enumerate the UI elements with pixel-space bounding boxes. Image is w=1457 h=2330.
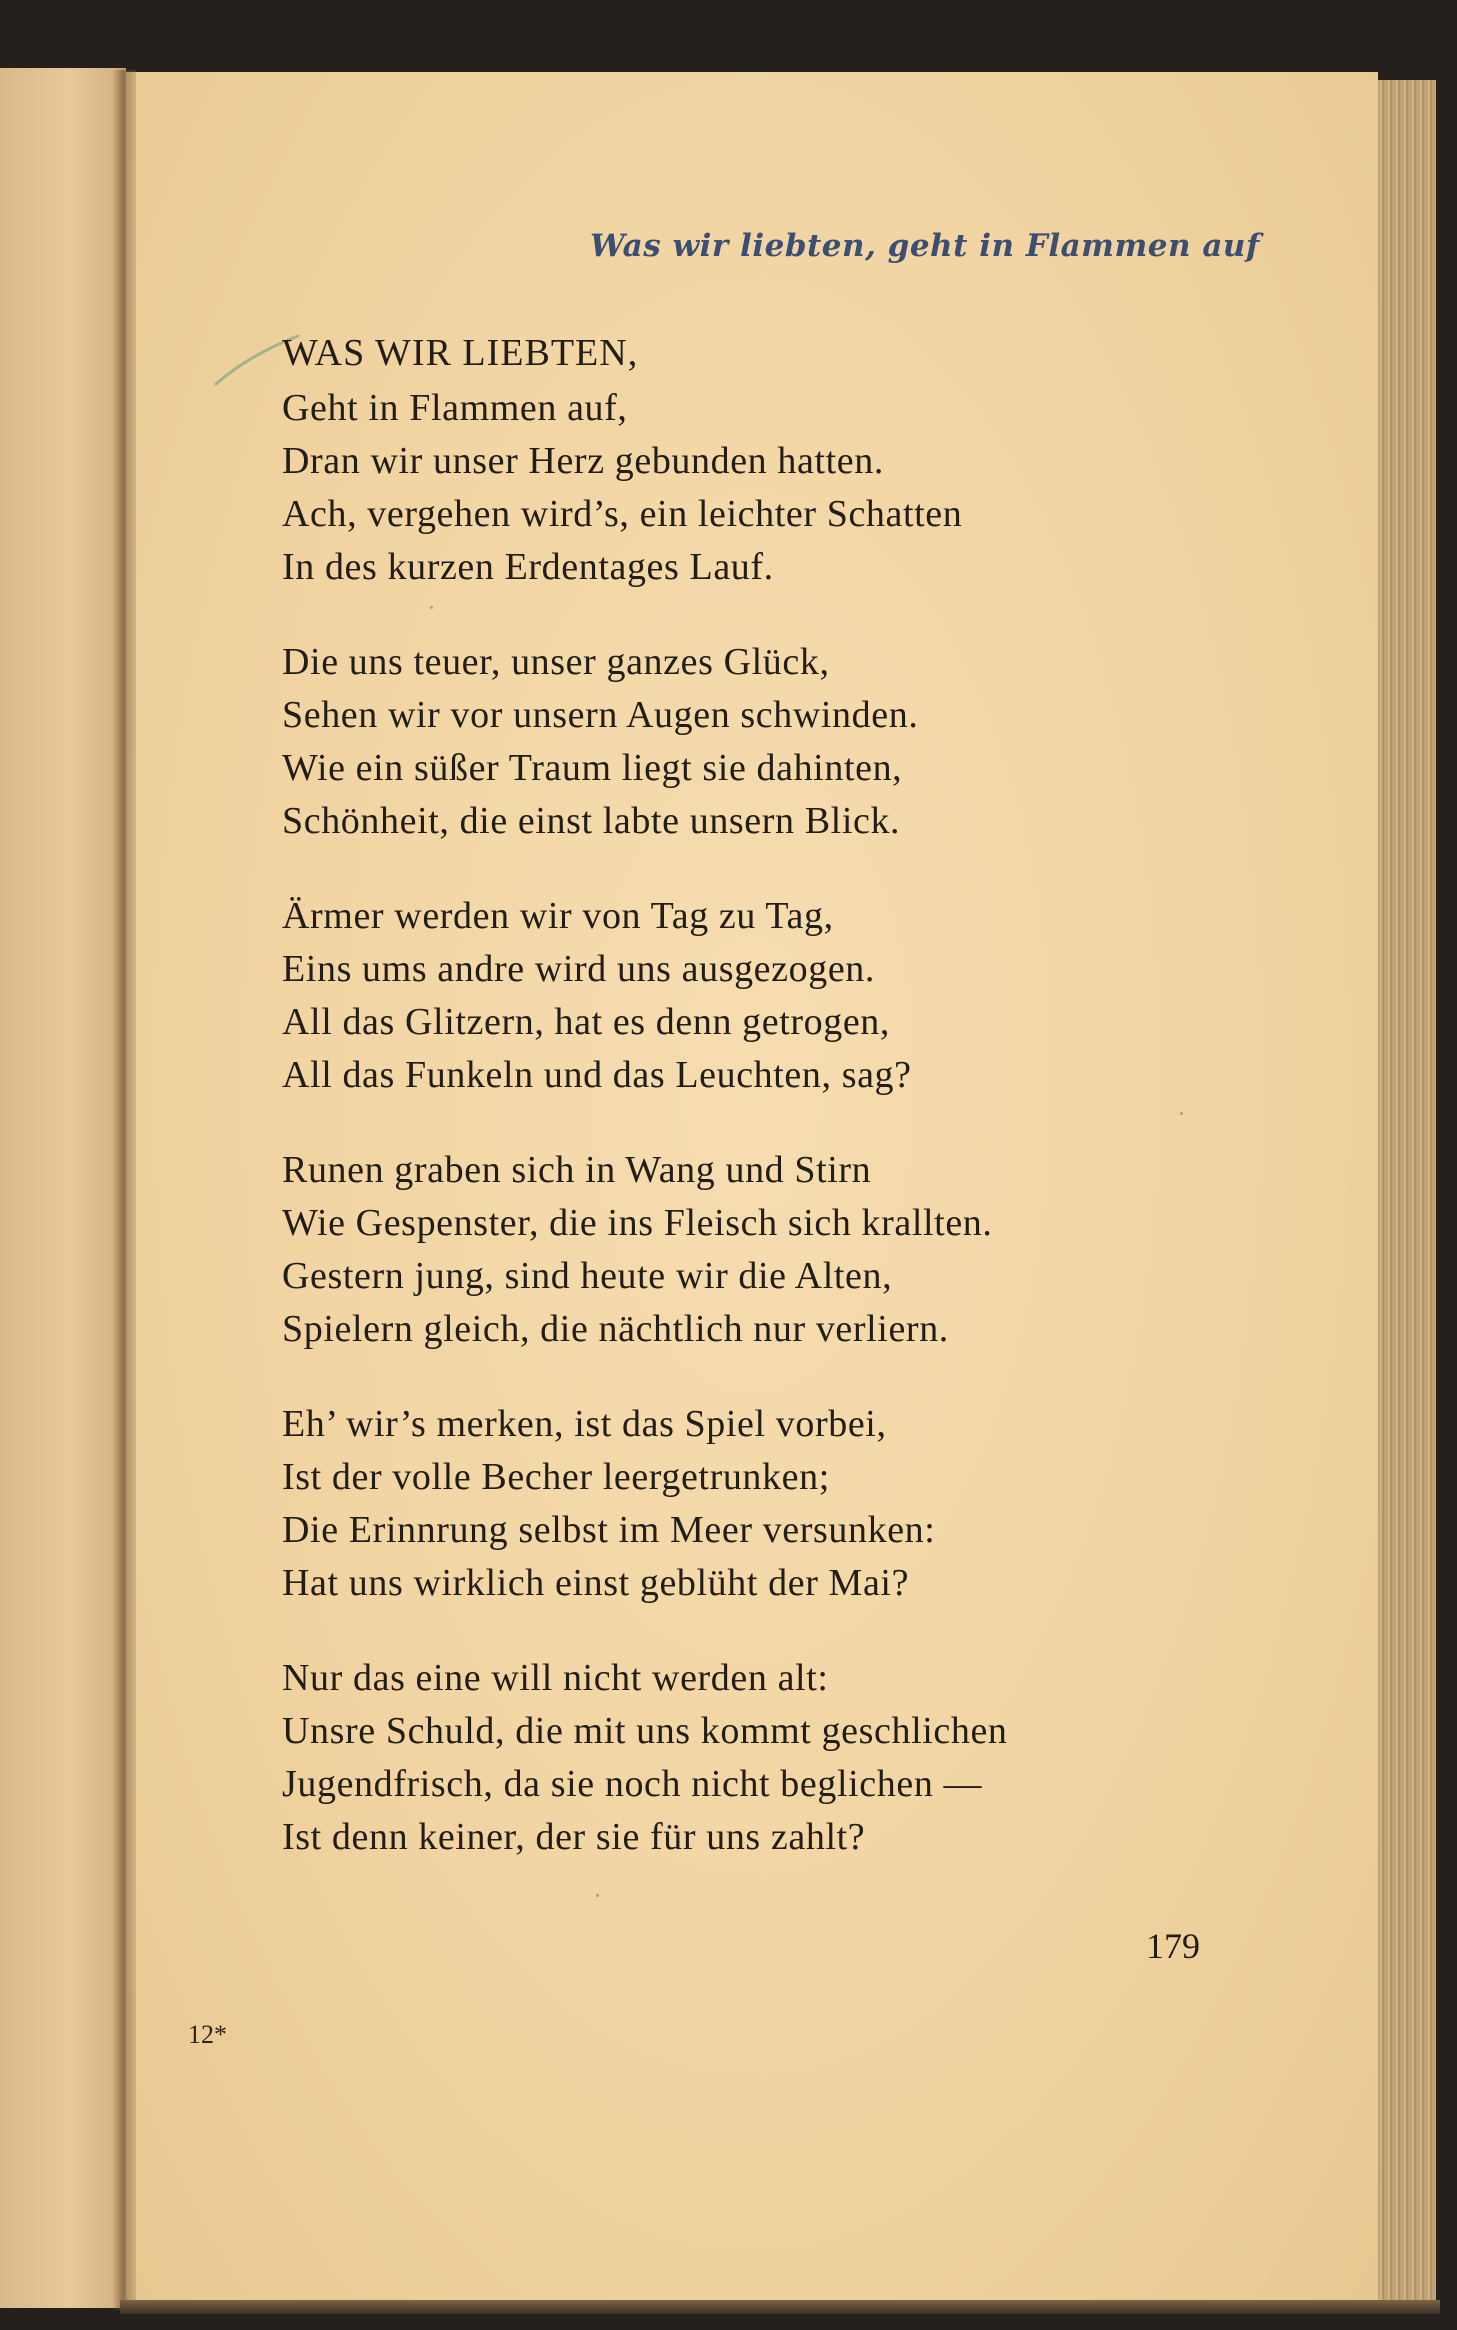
poem-line: Die Erinnrung selbst im Meer versunken:: [282, 1509, 936, 1551]
poem-line: Jugendfrisch, da sie noch nicht beglichen —: [282, 1763, 983, 1805]
poem-line: Ach, vergehen wird’s, ein leichter Schatten: [282, 493, 963, 535]
poem-line: Schönheit, die einst labte unsern Blick.: [282, 800, 901, 842]
poem-line: Runen graben sich in Wang und Stirn: [282, 1149, 872, 1191]
page-stack-edge: [1378, 80, 1436, 2302]
poem-line: Ist der volle Becher leergetrunken;: [282, 1456, 830, 1498]
stanza-6: [282, 1652, 1242, 1864]
stanza-3: [282, 890, 1242, 1102]
poem-line: Geht in Flammen auf,: [282, 387, 628, 429]
poem: [282, 330, 1242, 1906]
poem-line: Ist denn keiner, der sie für uns zahlt?: [282, 1816, 866, 1858]
poem-line: Hat uns wirklich einst geblüht der Mai?: [282, 1562, 910, 1604]
poem-line: In des kurzen Erdentages Lauf.: [282, 546, 774, 588]
page-number: 179: [1146, 1926, 1200, 1966]
left-page-edge: [0, 68, 126, 2308]
poem-line: All das Glitzern, hat es denn getrogen,: [282, 1001, 891, 1043]
poem-line: Nur das eine will nicht werden alt:: [282, 1657, 829, 1699]
poem-line: Wie Gespenster, die ins Fleisch sich krallten.: [282, 1202, 993, 1244]
book-gutter: [112, 70, 136, 2310]
poem-line: Eins ums andre wird uns ausgezogen.: [282, 948, 875, 990]
stanza-1: [282, 382, 1242, 594]
stanza-5: [282, 1398, 1242, 1610]
poem-line: Ärmer werden wir von Tag zu Tag,: [282, 895, 834, 937]
stanza-2: [282, 636, 1242, 848]
signature-mark: 12*: [188, 2020, 227, 2049]
poem-title: WAS WIR LIEBTEN,: [282, 332, 639, 374]
running-head: Was wir liebten, geht in Flammen auf: [590, 228, 1260, 264]
poem-line: All das Funkeln und das Leuchten, sag?: [282, 1054, 912, 1096]
bottom-edge: [120, 2300, 1440, 2314]
poem-line: Wie ein süßer Traum liegt sie dahinten,: [282, 747, 903, 789]
poem-line: Die uns teuer, unser ganzes Glück,: [282, 641, 830, 683]
poem-line: Spielern gleich, die nächtlich nur verliern.: [282, 1308, 949, 1350]
poem-line: Unsre Schuld, die mit uns kommt geschlichen: [282, 1710, 1008, 1752]
poem-line: Dran wir unser Herz gebunden hatten.: [282, 440, 884, 482]
poem-line: Sehen wir vor unsern Augen schwinden.: [282, 694, 919, 736]
poem-line: Eh’ wir’s merken, ist das Spiel vorbei,: [282, 1403, 887, 1445]
poem-line: Gestern jung, sind heute wir die Alten,: [282, 1255, 893, 1297]
stanza-4: [282, 1144, 1242, 1356]
